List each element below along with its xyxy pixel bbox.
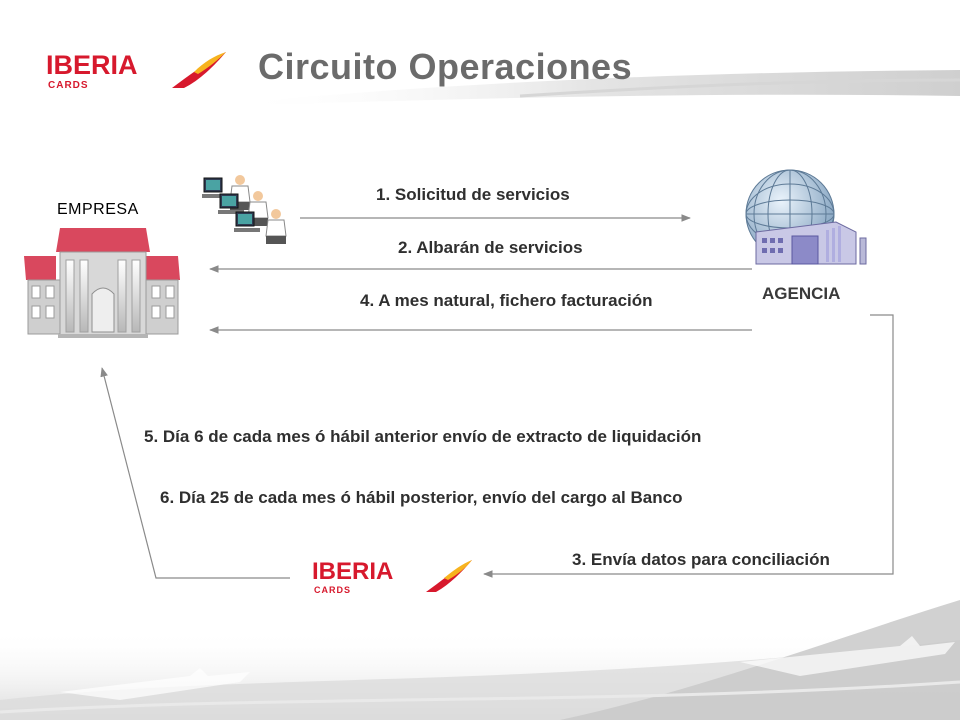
page-title: Circuito Operaciones xyxy=(258,46,633,87)
building-icon xyxy=(22,224,182,340)
flow-label-step3: 3. Envía datos para conciliación xyxy=(572,550,830,569)
flow-label-step1: 1. Solicitud de servicios xyxy=(376,185,570,204)
flow-label-step2: 2. Albarán de servicios xyxy=(398,238,583,257)
logo-node-sub-text: CARDS xyxy=(314,585,352,595)
flow-label-step4: 4. A mes natural, fichero facturación xyxy=(360,291,653,310)
arrow-to-empresa xyxy=(102,368,290,578)
iberia-swoosh-icon xyxy=(424,558,474,594)
node-label-empresa: EMPRESA xyxy=(57,201,139,218)
globe-building-icon xyxy=(736,168,876,268)
iberia-logo-node xyxy=(312,558,472,598)
flow-label-step6: 6. Día 25 de cada mes ó hábil posterior, envío del cargo al Banco xyxy=(160,488,683,507)
people-at-computers-icon xyxy=(202,172,292,248)
node-label-agencia: AGENCIA xyxy=(762,284,841,303)
logo-sub-text: CARDS xyxy=(48,80,89,91)
logo-main-text: IBERIA xyxy=(46,50,138,80)
flow-label-step5: 5. Día 6 de cada mes ó hábil anterior envío de extracto de liquidación xyxy=(144,427,702,446)
logo-node-main-text: IBERIA xyxy=(312,558,394,585)
